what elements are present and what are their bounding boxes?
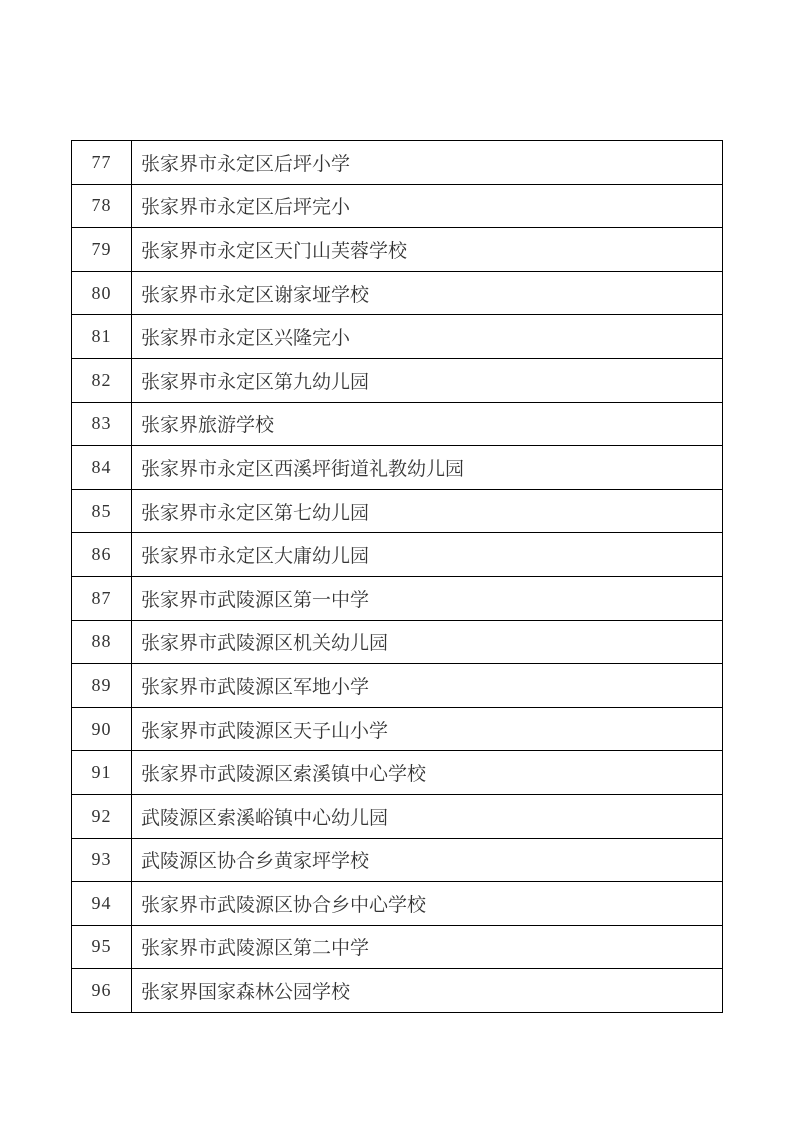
table-row [72, 446, 723, 490]
table-row [72, 882, 723, 926]
row-number: 77 [72, 141, 132, 185]
table-row [72, 184, 723, 228]
table-row [72, 838, 723, 882]
row-number: 94 [72, 882, 132, 926]
table-row [72, 228, 723, 272]
school-name: 张家界市永定区天门山芙蓉学校 [132, 228, 723, 272]
school-name: 张家界市永定区大庸幼儿园 [132, 533, 723, 577]
row-number: 79 [72, 228, 132, 272]
table-body [72, 141, 723, 1013]
school-name: 张家界市武陵源区第二中学 [132, 925, 723, 969]
row-number: 96 [72, 969, 132, 1013]
school-name: 张家界市武陵源区机关幼儿园 [132, 620, 723, 664]
row-number: 93 [72, 838, 132, 882]
row-number: 95 [72, 925, 132, 969]
table-row [72, 751, 723, 795]
table-row [72, 489, 723, 533]
row-number: 90 [72, 707, 132, 751]
row-number: 78 [72, 184, 132, 228]
row-number: 80 [72, 271, 132, 315]
school-name: 张家界旅游学校 [132, 402, 723, 446]
table-row [72, 315, 723, 359]
row-number: 85 [72, 489, 132, 533]
table-row [72, 925, 723, 969]
row-number: 88 [72, 620, 132, 664]
school-name: 张家界市永定区谢家垭学校 [132, 271, 723, 315]
school-name: 张家界市永定区西溪坪街道礼教幼儿园 [132, 446, 723, 490]
table-row [72, 794, 723, 838]
row-number: 83 [72, 402, 132, 446]
school-name: 张家界市永定区后坪完小 [132, 184, 723, 228]
school-name: 张家界市武陵源区协合乡中心学校 [132, 882, 723, 926]
table-row [72, 141, 723, 185]
row-number: 91 [72, 751, 132, 795]
school-name: 武陵源区索溪峪镇中心幼儿园 [132, 794, 723, 838]
table-row [72, 576, 723, 620]
school-name: 张家界市武陵源区天子山小学 [132, 707, 723, 751]
row-number: 92 [72, 794, 132, 838]
table-row [72, 707, 723, 751]
row-number: 89 [72, 664, 132, 708]
table-row [72, 533, 723, 577]
table-row [72, 358, 723, 402]
table-row [72, 969, 723, 1013]
table-row [72, 664, 723, 708]
school-name: 张家界市永定区后坪小学 [132, 141, 723, 185]
school-list-table [71, 140, 723, 1013]
table-row [72, 271, 723, 315]
row-number: 86 [72, 533, 132, 577]
school-name: 张家界市武陵源区军地小学 [132, 664, 723, 708]
row-number: 82 [72, 358, 132, 402]
school-name: 张家界市永定区第七幼儿园 [132, 489, 723, 533]
school-name: 张家界市武陵源区索溪镇中心学校 [132, 751, 723, 795]
table-row [72, 402, 723, 446]
row-number: 87 [72, 576, 132, 620]
row-number: 84 [72, 446, 132, 490]
row-number: 81 [72, 315, 132, 359]
school-name: 武陵源区协合乡黄家坪学校 [132, 838, 723, 882]
school-name: 张家界市武陵源区第一中学 [132, 576, 723, 620]
school-name: 张家界市永定区第九幼儿园 [132, 358, 723, 402]
school-name: 张家界国家森林公园学校 [132, 969, 723, 1013]
table-row [72, 620, 723, 664]
school-name: 张家界市永定区兴隆完小 [132, 315, 723, 359]
